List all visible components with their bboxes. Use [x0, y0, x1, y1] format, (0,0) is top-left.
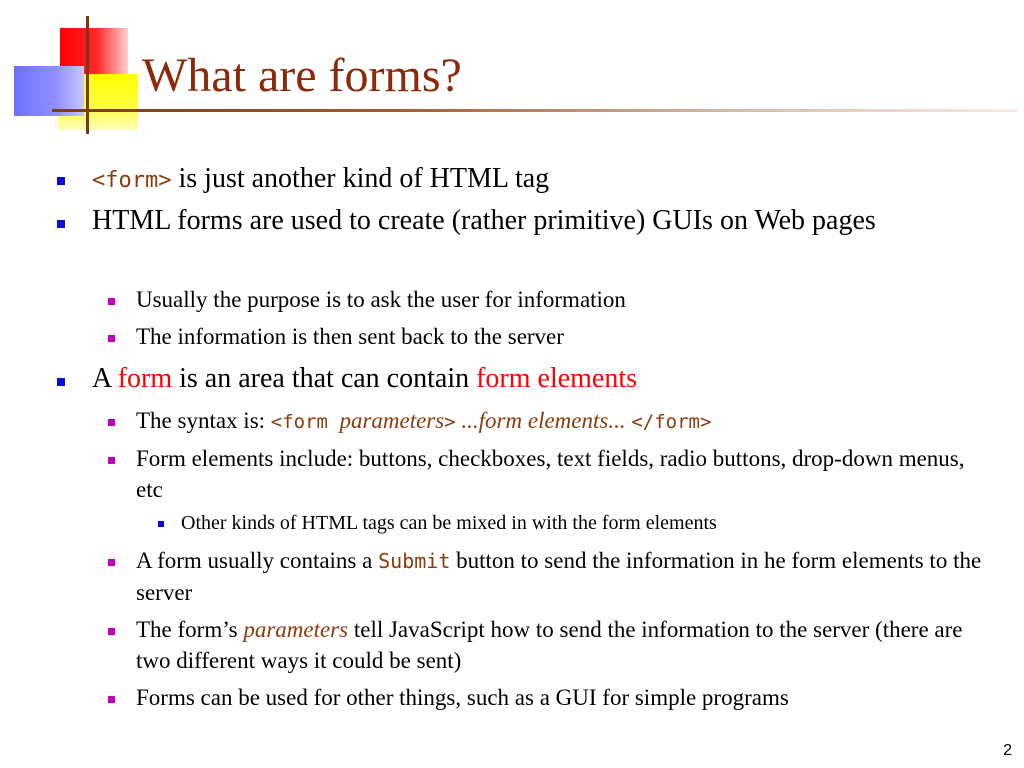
bullet-text: Usually the purpose is to ask the user for information	[136, 287, 626, 312]
bullet-marker	[108, 559, 115, 566]
bullet-text: A form usually contains a	[136, 548, 379, 573]
highlight-form: form	[117, 363, 173, 394]
bullet-text: The form’s	[136, 617, 244, 642]
bullet-html-forms	[92, 206, 972, 236]
bullet-other-uses	[136, 682, 986, 713]
decorative-logo	[0, 0, 140, 140]
bullet-text: Form elements include: buttons, checkboxes, text fields, radio buttons, drop-down menus, etc	[136, 446, 965, 502]
syntax-form-elements: ...form elements...	[455, 408, 632, 433]
parameters-term: parameters	[243, 617, 349, 642]
code-form-close: </form>	[631, 411, 712, 433]
bullet-marker	[158, 521, 164, 527]
bullet-parameters	[136, 614, 986, 676]
code-form-open: <form	[270, 411, 340, 433]
bullet-submit	[136, 545, 986, 608]
code-submit: Submit	[378, 549, 451, 573]
bullet-text: button to send the information in he form elements to the server	[136, 548, 982, 605]
bullet-marker	[57, 378, 65, 386]
page-number: 2	[1003, 742, 1012, 759]
bullet-purpose	[136, 284, 986, 315]
bullet-other-tags	[181, 508, 981, 538]
bullet-sent-back	[136, 321, 986, 352]
bullet-marker	[57, 177, 65, 185]
logo-vertical-line	[86, 16, 89, 134]
bullet-text: is an area that can contain	[172, 363, 477, 394]
bullet-text: The syntax is:	[136, 408, 271, 433]
bullet-text: Forms can be used for other things, such as a GUI for simple programs	[136, 685, 789, 710]
bullet-text: HTML forms are used to create (rather primitive) GUIs on Web pages	[92, 205, 876, 236]
bullet-marker	[57, 220, 65, 228]
bullet-marker	[108, 457, 115, 464]
bullet-marker	[108, 628, 115, 635]
bullet-marker	[108, 298, 115, 305]
highlight-form-elements: form elements	[476, 363, 638, 394]
bullet-text: is just another kind of HTML tag	[171, 163, 550, 194]
bullet-text: Other kinds of HTML tags can be mixed in with the form elements	[181, 512, 717, 534]
bullet-marker	[108, 419, 115, 426]
code-close-angle: >	[444, 411, 456, 433]
slide-title: What are forms?	[142, 49, 462, 102]
bullet-form-area	[92, 364, 982, 394]
code-form-tag: <form>	[92, 168, 172, 193]
bullet-text: The information is then sent back to the server	[136, 324, 564, 349]
title-underline	[52, 109, 1018, 112]
bullet-form-elements-include	[136, 443, 986, 505]
bullet-marker	[108, 696, 115, 703]
bullet-text: tell JavaScript how to send the information to the server (there are two different ways it could be sent)	[136, 617, 963, 673]
bullet-form-tag	[92, 164, 982, 196]
syntax-parameters: parameters	[339, 408, 445, 433]
bullet-marker	[108, 335, 115, 342]
bullet-syntax	[136, 405, 986, 438]
bullet-text: A	[92, 363, 118, 394]
